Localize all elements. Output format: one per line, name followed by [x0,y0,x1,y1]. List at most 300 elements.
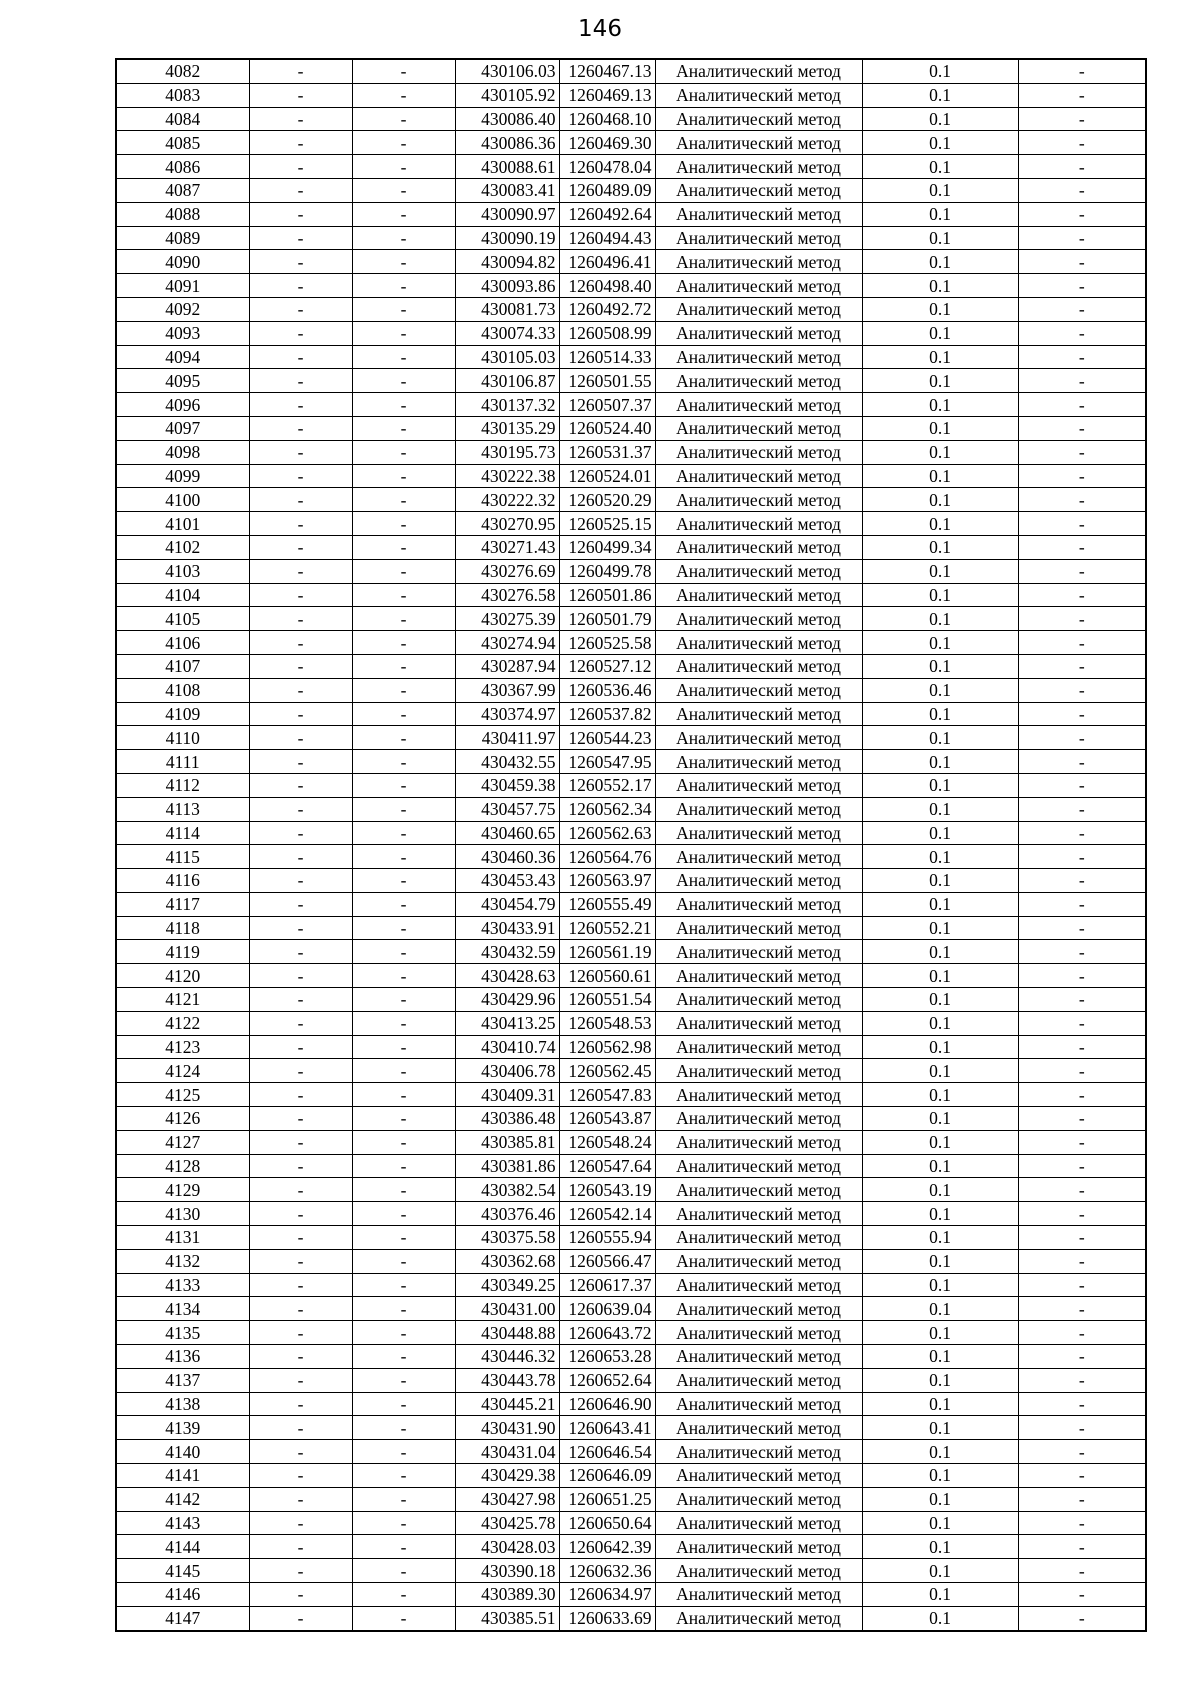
accuracy-cell: 0.1 [862,702,1018,726]
dash-cell: - [352,1368,455,1392]
x-coordinate-cell: 430429.96 [455,988,559,1012]
point-number-cell: 4105 [116,607,249,631]
dash-cell: - [249,1535,352,1559]
y-coordinate-cell: 1260642.39 [559,1535,655,1559]
dash-cell: - [352,1487,455,1511]
table-row [116,1321,1146,1345]
dash-cell: - [1018,535,1146,559]
dash-cell: - [352,1511,455,1535]
method-cell: Аналитический метод [655,345,862,369]
method-cell: Аналитический метод [655,631,862,655]
y-coordinate-cell: 1260468.10 [559,107,655,131]
dash-cell: - [1018,202,1146,226]
dash-cell: - [352,321,455,345]
dash-cell: - [352,1416,455,1440]
dash-cell: - [352,869,455,893]
y-coordinate-cell: 1260552.21 [559,916,655,940]
x-coordinate-cell: 430409.31 [455,1083,559,1107]
x-coordinate-cell: 430432.59 [455,940,559,964]
x-coordinate-cell: 430453.43 [455,869,559,893]
accuracy-cell: 0.1 [862,750,1018,774]
method-cell: Аналитический метод [655,1178,862,1202]
dash-cell: - [352,83,455,107]
dash-cell: - [352,940,455,964]
table-row [116,1059,1146,1083]
point-number-cell: 4124 [116,1059,249,1083]
y-coordinate-cell: 1260525.58 [559,631,655,655]
table-row [116,535,1146,559]
dash-cell: - [1018,988,1146,1012]
accuracy-cell: 0.1 [862,1511,1018,1535]
method-cell: Аналитический метод [655,321,862,345]
dash-cell: - [1018,750,1146,774]
point-number-cell: 4112 [116,773,249,797]
point-number-cell: 4138 [116,1392,249,1416]
y-coordinate-cell: 1260514.33 [559,345,655,369]
x-coordinate-cell: 430086.36 [455,131,559,155]
dash-cell: - [352,131,455,155]
dash-cell: - [1018,297,1146,321]
x-coordinate-cell: 430445.21 [455,1392,559,1416]
y-coordinate-cell: 1260494.43 [559,226,655,250]
dash-cell: - [1018,583,1146,607]
point-number-cell: 4141 [116,1464,249,1488]
point-number-cell: 4136 [116,1345,249,1369]
dash-cell: - [1018,1535,1146,1559]
point-number-cell: 4133 [116,1273,249,1297]
y-coordinate-cell: 1260562.98 [559,1035,655,1059]
table-row [116,512,1146,536]
x-coordinate-cell: 430275.39 [455,607,559,631]
accuracy-cell: 0.1 [862,892,1018,916]
accuracy-cell: 0.1 [862,845,1018,869]
y-coordinate-cell: 1260617.37 [559,1273,655,1297]
dash-cell: - [1018,1083,1146,1107]
method-cell: Аналитический метод [655,131,862,155]
method-cell: Аналитический метод [655,750,862,774]
dash-cell: - [352,678,455,702]
method-cell: Аналитический метод [655,393,862,417]
dash-cell: - [1018,773,1146,797]
dash-cell: - [249,773,352,797]
dash-cell: - [1018,1464,1146,1488]
dash-cell: - [249,1059,352,1083]
table-row [116,464,1146,488]
x-coordinate-cell: 430276.69 [455,559,559,583]
dash-cell: - [352,226,455,250]
x-coordinate-cell: 430270.95 [455,512,559,536]
y-coordinate-cell: 1260561.19 [559,940,655,964]
x-coordinate-cell: 430425.78 [455,1511,559,1535]
point-number-cell: 4122 [116,1011,249,1035]
accuracy-cell: 0.1 [862,535,1018,559]
table-row [116,940,1146,964]
y-coordinate-cell: 1260547.83 [559,1083,655,1107]
method-cell: Аналитический метод [655,1583,862,1607]
method-cell: Аналитический метод [655,1416,862,1440]
dash-cell: - [352,1178,455,1202]
dash-cell: - [1018,654,1146,678]
method-cell: Аналитический метод [655,1345,862,1369]
dash-cell: - [1018,702,1146,726]
dash-cell: - [249,1368,352,1392]
x-coordinate-cell: 430431.00 [455,1297,559,1321]
table-row [116,202,1146,226]
dash-cell: - [1018,1059,1146,1083]
y-coordinate-cell: 1260633.69 [559,1606,655,1630]
dash-cell: - [1018,940,1146,964]
dash-cell: - [1018,1154,1146,1178]
point-number-cell: 4119 [116,940,249,964]
x-coordinate-cell: 430427.98 [455,1487,559,1511]
dash-cell: - [249,59,352,83]
accuracy-cell: 0.1 [862,1035,1018,1059]
y-coordinate-cell: 1260508.99 [559,321,655,345]
dash-cell: - [352,1035,455,1059]
accuracy-cell: 0.1 [862,393,1018,417]
point-number-cell: 4144 [116,1535,249,1559]
accuracy-cell: 0.1 [862,1606,1018,1630]
table-row [116,107,1146,131]
dash-cell: - [1018,1011,1146,1035]
method-cell: Аналитический метод [655,1011,862,1035]
x-coordinate-cell: 430411.97 [455,726,559,750]
method-cell: Аналитический метод [655,583,862,607]
dash-cell: - [352,916,455,940]
point-number-cell: 4103 [116,559,249,583]
dash-cell: - [249,274,352,298]
y-coordinate-cell: 1260489.09 [559,178,655,202]
table-row [116,607,1146,631]
dash-cell: - [249,1011,352,1035]
accuracy-cell: 0.1 [862,916,1018,940]
x-coordinate-cell: 430382.54 [455,1178,559,1202]
accuracy-cell: 0.1 [862,464,1018,488]
method-cell: Аналитический метод [655,1487,862,1511]
y-coordinate-cell: 1260501.55 [559,369,655,393]
accuracy-cell: 0.1 [862,202,1018,226]
method-cell: Аналитический метод [655,1559,862,1583]
dash-cell: - [352,440,455,464]
table-row [116,155,1146,179]
x-coordinate-cell: 430106.87 [455,369,559,393]
accuracy-cell: 0.1 [862,1083,1018,1107]
table-row [116,345,1146,369]
y-coordinate-cell: 1260643.72 [559,1321,655,1345]
table-row [116,369,1146,393]
y-coordinate-cell: 1260651.25 [559,1487,655,1511]
x-coordinate-cell: 430386.48 [455,1107,559,1131]
dash-cell: - [1018,226,1146,250]
method-cell: Аналитический метод [655,773,862,797]
x-coordinate-cell: 430276.58 [455,583,559,607]
dash-cell: - [1018,631,1146,655]
x-coordinate-cell: 430375.58 [455,1226,559,1250]
dash-cell: - [249,155,352,179]
dash-cell: - [249,845,352,869]
accuracy-cell: 0.1 [862,1416,1018,1440]
point-number-cell: 4107 [116,654,249,678]
x-coordinate-cell: 430093.86 [455,274,559,298]
dash-cell: - [352,559,455,583]
dash-cell: - [1018,1297,1146,1321]
dash-cell: - [352,535,455,559]
accuracy-cell: 0.1 [862,964,1018,988]
dash-cell: - [249,1035,352,1059]
y-coordinate-cell: 1260562.45 [559,1059,655,1083]
method-cell: Аналитический метод [655,1154,862,1178]
y-coordinate-cell: 1260507.37 [559,393,655,417]
dash-cell: - [1018,464,1146,488]
y-coordinate-cell: 1260555.49 [559,892,655,916]
dash-cell: - [249,1440,352,1464]
method-cell: Аналитический метод [655,1511,862,1535]
dash-cell: - [249,988,352,1012]
dash-cell: - [1018,1606,1146,1630]
method-cell: Аналитический метод [655,1297,862,1321]
point-number-cell: 4108 [116,678,249,702]
accuracy-cell: 0.1 [862,821,1018,845]
dash-cell: - [352,726,455,750]
dash-cell: - [1018,1130,1146,1154]
dash-cell: - [249,1273,352,1297]
dash-cell: - [1018,1487,1146,1511]
dash-cell: - [352,583,455,607]
x-coordinate-cell: 430381.86 [455,1154,559,1178]
point-number-cell: 4085 [116,131,249,155]
dash-cell: - [249,369,352,393]
x-coordinate-cell: 430090.19 [455,226,559,250]
method-cell: Аналитический метод [655,869,862,893]
point-number-cell: 4095 [116,369,249,393]
point-number-cell: 4086 [116,155,249,179]
method-cell: Аналитический метод [655,1226,862,1250]
dash-cell: - [249,297,352,321]
accuracy-cell: 0.1 [862,59,1018,83]
dash-cell: - [249,1178,352,1202]
table-row [116,1368,1146,1392]
point-number-cell: 4104 [116,583,249,607]
method-cell: Аналитический метод [655,559,862,583]
accuracy-cell: 0.1 [862,940,1018,964]
dash-cell: - [352,416,455,440]
dash-cell: - [249,702,352,726]
dash-cell: - [249,131,352,155]
dash-cell: - [249,797,352,821]
dash-cell: - [352,988,455,1012]
x-coordinate-cell: 430106.03 [455,59,559,83]
method-cell: Аналитический метод [655,512,862,536]
y-coordinate-cell: 1260646.09 [559,1464,655,1488]
accuracy-cell: 0.1 [862,1059,1018,1083]
point-number-cell: 4113 [116,797,249,821]
table-row [116,1416,1146,1440]
table-row [116,1559,1146,1583]
dash-cell: - [249,345,352,369]
method-cell: Аналитический метод [655,274,862,298]
y-coordinate-cell: 1260548.24 [559,1130,655,1154]
point-number-cell: 4097 [116,416,249,440]
y-coordinate-cell: 1260547.64 [559,1154,655,1178]
dash-cell: - [1018,607,1146,631]
point-number-cell: 4126 [116,1107,249,1131]
method-cell: Аналитический метод [655,916,862,940]
x-coordinate-cell: 430410.74 [455,1035,559,1059]
method-cell: Аналитический метод [655,1059,862,1083]
table-row [116,988,1146,1012]
dash-cell: - [352,1202,455,1226]
dash-cell: - [249,1297,352,1321]
accuracy-cell: 0.1 [862,1464,1018,1488]
dash-cell: - [352,1154,455,1178]
dash-cell: - [249,559,352,583]
dash-cell: - [1018,1345,1146,1369]
dash-cell: - [1018,416,1146,440]
accuracy-cell: 0.1 [862,1368,1018,1392]
dash-cell: - [1018,1321,1146,1345]
table-row [116,750,1146,774]
dash-cell: - [352,607,455,631]
x-coordinate-cell: 430413.25 [455,1011,559,1035]
table-row [116,83,1146,107]
x-coordinate-cell: 430105.92 [455,83,559,107]
dash-cell: - [1018,845,1146,869]
dash-cell: - [249,1083,352,1107]
point-number-cell: 4106 [116,631,249,655]
y-coordinate-cell: 1260555.94 [559,1226,655,1250]
y-coordinate-cell: 1260492.64 [559,202,655,226]
dash-cell: - [352,845,455,869]
dash-cell: - [249,1321,352,1345]
dash-cell: - [352,892,455,916]
y-coordinate-cell: 1260496.41 [559,250,655,274]
method-cell: Аналитический метод [655,1035,862,1059]
dash-cell: - [1018,83,1146,107]
dash-cell: - [1018,964,1146,988]
x-coordinate-cell: 430081.73 [455,297,559,321]
point-number-cell: 4128 [116,1154,249,1178]
dash-cell: - [249,393,352,417]
x-coordinate-cell: 430460.36 [455,845,559,869]
dash-cell: - [1018,178,1146,202]
x-coordinate-cell: 430385.51 [455,1606,559,1630]
accuracy-cell: 0.1 [862,1321,1018,1345]
dash-cell: - [1018,488,1146,512]
y-coordinate-cell: 1260551.54 [559,988,655,1012]
table-row [116,1392,1146,1416]
accuracy-cell: 0.1 [862,797,1018,821]
method-cell: Аналитический метод [655,83,862,107]
accuracy-cell: 0.1 [862,488,1018,512]
dash-cell: - [249,1606,352,1630]
method-cell: Аналитический метод [655,1107,862,1131]
dash-cell: - [352,345,455,369]
x-coordinate-cell: 430460.65 [455,821,559,845]
method-cell: Аналитический метод [655,369,862,393]
dash-cell: - [1018,1107,1146,1131]
accuracy-cell: 0.1 [862,1011,1018,1035]
dash-cell: - [1018,345,1146,369]
dash-cell: - [352,488,455,512]
dash-cell: - [352,1130,455,1154]
dash-cell: - [352,1297,455,1321]
table-row [116,1202,1146,1226]
table-row [116,1606,1146,1630]
x-coordinate-cell: 430429.38 [455,1464,559,1488]
dash-cell: - [1018,59,1146,83]
accuracy-cell: 0.1 [862,607,1018,631]
accuracy-cell: 0.1 [862,773,1018,797]
x-coordinate-cell: 430389.30 [455,1583,559,1607]
x-coordinate-cell: 430094.82 [455,250,559,274]
x-coordinate-cell: 430459.38 [455,773,559,797]
dash-cell: - [352,202,455,226]
dash-cell: - [352,107,455,131]
point-number-cell: 4130 [116,1202,249,1226]
method-cell: Аналитический метод [655,964,862,988]
y-coordinate-cell: 1260652.64 [559,1368,655,1392]
y-coordinate-cell: 1260650.64 [559,1511,655,1535]
y-coordinate-cell: 1260639.04 [559,1297,655,1321]
dash-cell: - [352,1107,455,1131]
dash-cell: - [352,1606,455,1630]
dash-cell: - [249,1154,352,1178]
point-number-cell: 4143 [116,1511,249,1535]
dash-cell: - [249,1416,352,1440]
dash-cell: - [249,1464,352,1488]
y-coordinate-cell: 1260566.47 [559,1249,655,1273]
point-number-cell: 4129 [116,1178,249,1202]
dash-cell: - [352,1345,455,1369]
table-row [116,274,1146,298]
dash-cell: - [1018,1559,1146,1583]
accuracy-cell: 0.1 [862,416,1018,440]
dash-cell: - [249,1130,352,1154]
dash-cell: - [249,1583,352,1607]
dash-cell: - [1018,1178,1146,1202]
dash-cell: - [249,416,352,440]
dash-cell: - [249,631,352,655]
point-number-cell: 4082 [116,59,249,83]
table-row [116,250,1146,274]
point-number-cell: 4090 [116,250,249,274]
table-row [116,916,1146,940]
y-coordinate-cell: 1260653.28 [559,1345,655,1369]
point-number-cell: 4091 [116,274,249,298]
y-coordinate-cell: 1260469.13 [559,83,655,107]
method-cell: Аналитический метод [655,1368,862,1392]
accuracy-cell: 0.1 [862,1130,1018,1154]
dash-cell: - [1018,1249,1146,1273]
table-row [116,1178,1146,1202]
point-number-cell: 4139 [116,1416,249,1440]
dash-cell: - [352,1583,455,1607]
point-number-cell: 4137 [116,1368,249,1392]
point-number-cell: 4142 [116,1487,249,1511]
table-row [116,1273,1146,1297]
accuracy-cell: 0.1 [862,107,1018,131]
table-row [116,1130,1146,1154]
y-coordinate-cell: 1260543.87 [559,1107,655,1131]
dash-cell: - [249,1249,352,1273]
y-coordinate-cell: 1260524.01 [559,464,655,488]
point-number-cell: 4093 [116,321,249,345]
point-number-cell: 4110 [116,726,249,750]
accuracy-cell: 0.1 [862,1202,1018,1226]
accuracy-cell: 0.1 [862,1273,1018,1297]
method-cell: Аналитический метод [655,202,862,226]
table-row [116,1583,1146,1607]
